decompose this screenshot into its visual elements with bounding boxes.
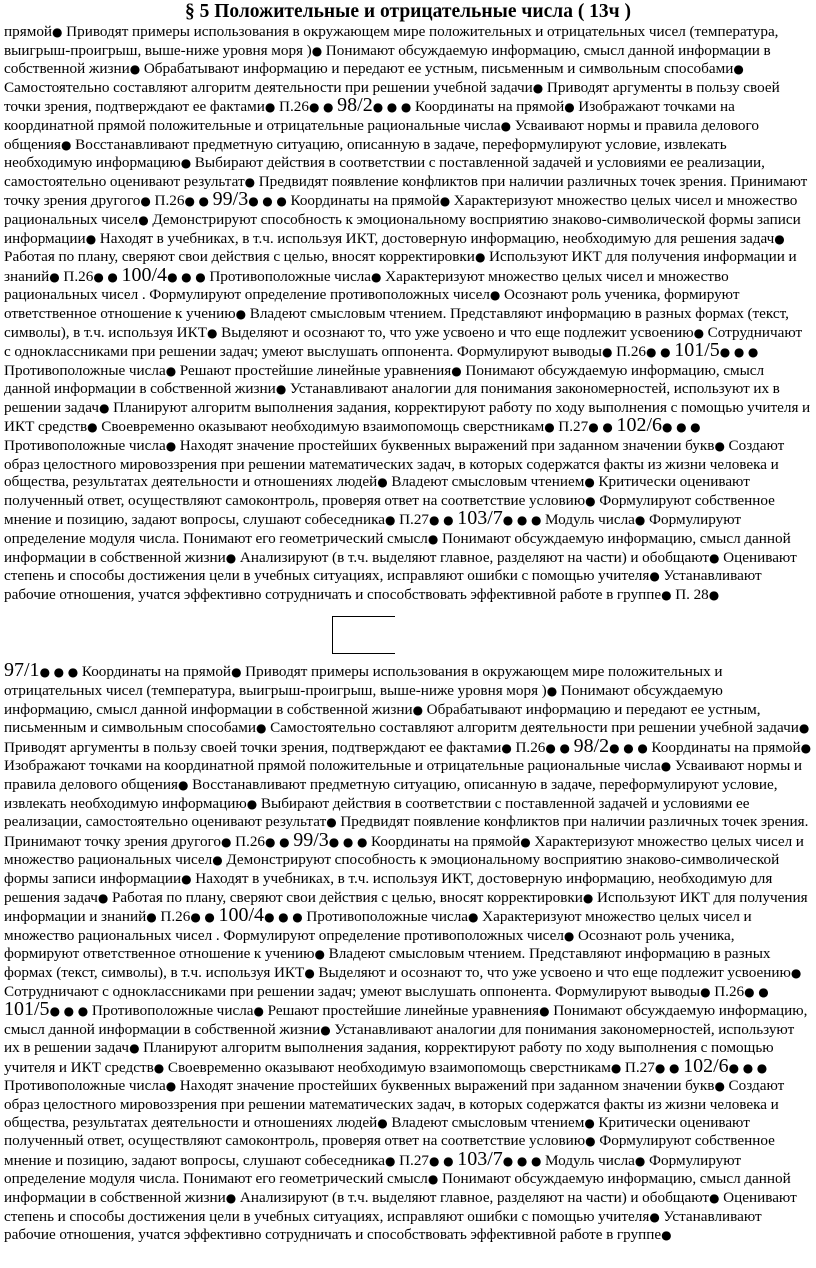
bullet-icon: ● [165, 439, 177, 454]
section-table-part-2 [4, 659, 812, 1244]
bullet-icon: ● [265, 834, 276, 849]
criterion-text: Восстанавливают предметную ситуацию, описанную в задаче, переформулируют условие, извлекать необходимую информацию [4, 135, 727, 172]
criterion-text: Понимают обсуждаемую информацию, смысл данной информации в собственной жизни [4, 361, 765, 398]
bullet-icon: ● ● ● [719, 345, 759, 360]
bullet-icon: ● [468, 910, 479, 925]
bullet-icon: ● [49, 269, 60, 284]
lesson-topic: Координаты на прямой [371, 832, 521, 850]
bullet-icon: ● [634, 1153, 646, 1168]
criterion-text: Усваивают нормы и правила делового общения [4, 757, 803, 793]
bullet-icon: ● [412, 702, 424, 717]
bullet-icon: ● [602, 420, 613, 435]
bullet-icon: ● [660, 345, 671, 360]
lesson-number: 98/2 [337, 94, 373, 117]
bullet-icon: ● [539, 1004, 550, 1019]
bullet-icon: ● [377, 475, 388, 490]
criterion-text: Используют ИКТ для получения информации и знаний [4, 248, 797, 285]
lesson-number: 99/3 [212, 188, 249, 211]
bullet-icon: ● ● ● [248, 194, 287, 209]
criterion-text: Характеризуют множество целых чисел и множество рациональных чисел [4, 192, 798, 228]
criterion-text: Владеют смысловым чтением. Представляют информацию в разных формах (текст, символы), в т.ч. используя ИКТ [4, 945, 771, 981]
bullet-icon: ● [97, 890, 109, 905]
bullet-icon: ● [323, 100, 334, 115]
lesson-topic: Противоположные числа [4, 437, 166, 455]
bullet-icon: ● [790, 965, 802, 980]
bullet-icon: ● [231, 665, 242, 680]
criterion-text: Приводят примеры использования в окружающем мире положительных и отрицательных чисел (температура, выигрыш-проигрыш, выше-ниже уровня моря ) [4, 23, 779, 59]
bullet-icon: ● [708, 587, 720, 602]
lesson-number: 102/6 [683, 1054, 729, 1077]
bullet-icon: ● [474, 250, 486, 265]
bullet-icon: ● [275, 382, 287, 397]
bullet-icon: ● [585, 1134, 596, 1149]
bullet-icon: ● [427, 1172, 439, 1187]
bullet-icon: ● [253, 1004, 264, 1019]
bullet-icon: ● [99, 400, 110, 415]
bullet-icon: ● [304, 965, 315, 980]
bullet-icon: ● [184, 194, 195, 209]
criterion-text: Устанавливают аналогии для понимания закономерностей, используют их в решении задач [4, 1020, 795, 1057]
bullet-icon: ● [709, 1191, 720, 1206]
bullet-icon: ● [384, 513, 396, 528]
bullet-icon: ● [87, 420, 98, 435]
criterion-text: Устанавливают рабочие отношения, учатся эффективно сотрудничать и способствовать эффективной работе в группе [4, 1207, 762, 1244]
bullet-icon: ● [564, 100, 575, 115]
bullet-icon: ● [800, 740, 812, 755]
bullet-icon: ● [264, 100, 276, 115]
bullet-icon: ● [733, 62, 744, 77]
bullet-icon: ● [235, 306, 247, 321]
bullet-icon: ● ● ● [264, 910, 303, 925]
criterion-text: Выделяют и осознают то, что уже усвоено и что еще подлежит усвоению [221, 323, 694, 341]
lesson-number: 102/6 [616, 414, 662, 437]
criterion-text: Демонстрируют способность к эмоциональному восприятию знаково-символической формы записи информации [4, 851, 780, 887]
bullet-icon: ● ● ● [502, 1153, 542, 1168]
bullet-icon: ● [308, 100, 320, 115]
paragraph-ref: П.26 [154, 192, 185, 210]
bullet-icon: ● [559, 740, 570, 755]
bullet-icon: ● [654, 1060, 666, 1075]
page-break-box [332, 616, 395, 654]
bullet-icon: ● [140, 194, 151, 209]
criterion-text: Работая по плану, сверяют свои действия с целью, вносят корректировки [4, 248, 475, 266]
paragraph-ref: П.26 [160, 908, 191, 926]
criterion-text: Обрабатывают информацию и передают ее устным, письменным и символьным способами [4, 700, 761, 737]
bullet-icon: ● [246, 796, 258, 811]
lesson-topic: Координаты на прямой [81, 663, 232, 681]
bullet-icon: ● [429, 513, 440, 528]
bullet-icon: ● [138, 212, 149, 227]
lesson-topic: Модуль числа [545, 1151, 635, 1169]
bullet-icon: ● [61, 137, 72, 152]
criterion-text: Осознают роль ученика, формируют ответственное отношение к учению [4, 926, 735, 963]
lesson-topic: Противоположные числа [4, 1077, 166, 1095]
bullet-icon: ● [384, 1153, 396, 1168]
lesson-topic: Противоположные числа [209, 267, 372, 285]
criterion-text: Понимают обсуждаемую информацию, смысл данной информации в собственной жизни [4, 530, 791, 566]
criterion-text: Критически оценивают полученный ответ, осуществляют самоконтроль, проверяя ответ на соответствие условию [4, 1113, 750, 1150]
criterion-text: Находят значение простейших буквенных выражений при заданном значении букв [179, 1077, 715, 1095]
lesson-number: 99/3 [293, 828, 329, 851]
criterion-text: Формулируют собственное мнение и позицию, задают вопросы, слушают собеседника [4, 491, 775, 529]
criterion-text: Осознают роль ученика, формируют ответственное отношение к учению [4, 286, 740, 322]
criterion-text: Предвидят появление конфликтов при наличии различных точек зрения. Принимают точку зрения другого [4, 813, 809, 850]
bullet-icon: ● [649, 1209, 660, 1224]
bullet-icon: ● [758, 984, 769, 999]
criterion-text: Характеризуют множество целых чисел и множество рациональных чисел . Формулируют определение противоположных чисел [4, 267, 729, 304]
lesson-number: 101/5 [4, 998, 50, 1021]
bullet-icon: ● [660, 759, 672, 774]
bullet-icon: ● [700, 984, 711, 999]
criterion-text: Понимают обсуждаемую информацию, смысл данной информации в собственной жизни [4, 1170, 791, 1207]
bullet-icon: ● [584, 1115, 595, 1130]
lesson-topic: Противоположные числа [91, 1002, 254, 1020]
lesson-number: 98/2 [573, 734, 610, 757]
bullet-icon: ● [709, 550, 720, 565]
bullet-icon: ● [198, 194, 210, 209]
paragraph-ref: П.27 [399, 511, 430, 529]
criterion-text: Предвидят появление конфликтов при наличии различных точек зрения. Принимают точку зрения другого [4, 172, 808, 210]
lesson-topic: Модуль числа [545, 511, 635, 529]
bullet-icon: ● [714, 1079, 725, 1094]
criterion-text: Демонстрируют способность к эмоциональному восприятию знаково-символической формы записи информации [4, 210, 801, 247]
bullet-icon: ● [744, 984, 755, 999]
bullet-icon: ● [563, 928, 575, 943]
bullet-icon: ● [774, 231, 785, 246]
bullet-icon: ● [582, 890, 594, 905]
paragraph-ref: П.26 [63, 267, 94, 285]
bullet-icon: ● [326, 815, 337, 830]
bullet-icon: ● [668, 1060, 680, 1075]
bullet-icon: ● [798, 721, 810, 736]
lesson-number: 101/5 [674, 339, 720, 362]
criterion-text: Выделяют и осознают то, что уже усвоено и что еще подлежит усвоению [318, 963, 791, 981]
criterion-text: Изображают точками на координатной прямой положительные и отрицательные рациональные числа [4, 98, 735, 134]
criterion-text: Работая по плану, сверяют свои действия с целью, вносят корректировки [111, 888, 583, 906]
bullet-icon: ● [588, 420, 599, 435]
criterion-text: Формулируют собственное мнение и позицию, задают вопросы, слушают собеседника [4, 1132, 775, 1169]
bullet-icon: ● [371, 269, 382, 284]
bullet-icon: ● [204, 910, 215, 925]
bullet-icon: ● ● ● [728, 1060, 768, 1075]
criterion-text: Находят значение простейших буквенных выражений при заданном значении букв [179, 437, 715, 455]
bullet-icon: ● [256, 721, 267, 736]
criterion-text: Решают простейшие линейные уравнения [179, 361, 452, 379]
bullet-icon: ● [500, 118, 512, 133]
bullet-icon: ● [153, 1060, 165, 1075]
bullet-icon: ● [244, 174, 256, 189]
bullet-icon: ● [178, 777, 189, 792]
bullet-icon: ● [320, 1022, 331, 1037]
bullet-icon: ● ● ● [662, 420, 701, 435]
bullet-icon: ● [489, 288, 501, 303]
section-table-part-1 [4, 23, 812, 604]
criterion-text: Своевременно оказывают необходимую взаимопомощь сверстникам [167, 1058, 611, 1076]
section-title: § 5 Положительные и отрицательные числа ( 13ч ) [184, 1, 632, 22]
criterion-text: Понимают обсуждаемую информацию, смысл данной информации в собственной жизни [4, 682, 723, 718]
bullet-icon: ● [52, 25, 63, 39]
bullet-icon: ● [93, 269, 104, 284]
bullet-icon: ● ● ● [328, 834, 368, 849]
lesson-topic: Координаты на прямой [651, 738, 801, 756]
lesson-topic: Противоположные числа [306, 908, 469, 926]
bullet-icon: ● [146, 910, 157, 925]
paragraph-ref: П.26 [279, 98, 309, 116]
bullet-icon: ● [501, 740, 512, 755]
bullet-icon: ● ● ● [39, 665, 79, 680]
lesson-topic: Противоположные числа [4, 361, 166, 379]
criterion-text: Характеризуют множество целых чисел и множество рациональных чисел [4, 832, 804, 869]
bullet-icon: ● [532, 80, 544, 95]
paragraph-ref: П.27 [624, 1058, 655, 1076]
criterion-text: Характеризуют множество целых чисел и множество рациональных чисел . Формулируют определение противоположных чисел [4, 908, 752, 944]
paragraph-ref: П.26 [235, 832, 266, 850]
bullet-icon: ● [646, 345, 657, 360]
bullet-icon: ● [377, 1115, 388, 1130]
lesson-number: 100/4 [121, 263, 168, 286]
criterion-text: Выбирают действия в соответствии с поставленной задачей и условиями ее реализации, самостоятельно оценивают результат [4, 154, 765, 190]
criterion-text: Приводят аргументы в пользу своей точки зрения, подтверждают ее фактами [4, 78, 780, 116]
criterion-text: Владеют смысловым чтением. Представляют информацию в разных формах (текст, символы), в т.ч. используя ИКТ [4, 304, 789, 341]
bullet-icon: ● [165, 1079, 177, 1094]
criterion-text: Критически оценивают полученный ответ, осуществляют самоконтроль, проверяя ответ на соответствие условию [4, 473, 750, 509]
bullet-icon: ● [314, 947, 325, 962]
lesson-topic: Координаты на прямой [414, 98, 565, 116]
criterion-text: Сотрудничают с одноклассниками при решении задач; умеют выслушать оппонента. Формулируют выводы [4, 323, 803, 361]
bullet-icon: ● [520, 834, 531, 849]
criterion-text: Сотрудничают с одноклассниками при решении задач; умеют выслушать оппонента. Формулируют выводы [4, 982, 701, 1000]
paragraph-ref: П.27 [558, 418, 589, 436]
bullet-icon: ● [545, 740, 556, 755]
criterion-text: Своевременно оказывают необходимую взаимопомощь сверстникам [101, 418, 545, 436]
bullet-icon: ● [649, 569, 660, 584]
bullet-icon: ● ● ● [372, 100, 412, 115]
bullet-icon: ● [546, 684, 558, 698]
bullet-icon: ● [129, 62, 141, 77]
bullet-icon: ● [181, 871, 192, 886]
criterion-text: Формулируют определение модуля числа. Понимают его геометрический смысл [4, 1151, 741, 1188]
criterion-text: Решают простейшие линейные уравнения [267, 1002, 540, 1020]
paragraph-ref-end: П. 28 [675, 585, 709, 603]
criterion-text: Устанавливают аналогии для понимания закономерностей, используют их в решении задач [4, 380, 780, 416]
criterion-text: Анализируют (в т.ч. выделяют главное, разделяют на части) и обобщают [239, 548, 710, 566]
criterion-text: Создают образ целостного мировоззрения при решении математических задач, в которых содержатся факты из жизни человека и общества, результатах деятельности и отношениях людей [4, 1077, 785, 1131]
lesson-number: 97/1 [4, 659, 40, 682]
bullet-icon: ● ● ● [502, 513, 542, 528]
criterion-text: Понимают обсуждаемую информацию, смысл данной информации в собственной жизни [4, 41, 771, 78]
bullet-icon: ● [225, 1191, 237, 1206]
criterion-text: Приводят примеры использования в окружающем мире положительных и отрицательных чисел (температура, выигрыш-проигрыш, выше-ниже уровня моря ) [4, 663, 723, 699]
criterion-text: Усваивают нормы и правила делового общения [4, 116, 759, 153]
criterion-text: Планируют алгоритм выполнения задания, корректируют работу по ходу выполнения с помощью учителя и ИКТ средств [4, 1039, 774, 1076]
bullet-icon: ● [585, 493, 596, 508]
criterion-text: Понимают обсуждаемую информацию, смысл данной информации в собственной жизни [4, 1002, 808, 1038]
criterion-text: Используют ИКТ для получения информации и знаний [4, 888, 808, 926]
bullet-icon: ● [207, 325, 218, 340]
lesson-number: 100/4 [218, 904, 265, 927]
paragraph-ref: П.26 [515, 738, 546, 756]
criterion-text: Оценивают степень и способы достижения цели в учебных ситуациях, исправляют ошибки с помощью учителя [4, 548, 797, 585]
criterion-text: Выбирают действия в соответствии с поставленной задачей и условиями ее реализации, самостоятельно оценивают результат [4, 794, 750, 831]
bullet-icon: ● [279, 834, 290, 849]
criterion-text: Планируют алгоритм выполнения задания, корректируют работу по ходу выполнения с помощью учителя и ИКТ средств [4, 398, 811, 436]
bullet-icon: ● [85, 231, 97, 246]
lesson-topic-fragment: прямой [4, 23, 53, 40]
bullet-icon: ● [225, 550, 237, 565]
paragraph-ref: П.27 [399, 1151, 430, 1169]
paragraph-ref: П.26 [616, 343, 647, 361]
bullet-icon: ● [610, 1060, 622, 1075]
bullet-icon: ● [129, 1041, 140, 1056]
criterion-text: Создают образ целостного мировоззрения при решении математических задач, в которых содержатся факты из жизни человека и общества, результатах деятельности и отношениях людей [4, 437, 785, 491]
bullet-icon: ● [439, 194, 451, 209]
criterion-text: Анализируют (в т.ч. выделяют главное, разделяют на части) и обобщают [239, 1189, 710, 1207]
bullet-icon: ● [180, 156, 192, 171]
bullet-icon: ● [443, 513, 454, 528]
bullet-icon: ● [661, 1228, 672, 1243]
criterion-text: Владеют смысловым чтением [391, 1113, 585, 1131]
bullet-icon: ● ● ● [609, 740, 648, 755]
criterion-text: Находят в учебниках, в т.ч. используя ИКТ, достоверную информацию, необходимую для решения задач [4, 869, 773, 906]
criterion-text: Изображают точками на координатной прямой положительные и отрицательные рациональные числа [4, 757, 661, 775]
bullet-icon: ● [601, 345, 613, 360]
bullet-icon: ● [165, 363, 177, 378]
criterion-text: Самостоятельно составляют алгоритм деятельности при решении учебной задачи [270, 719, 799, 737]
criterion-text: Самостоятельно составляют алгоритм деятельности при решении учебной задачи [4, 78, 533, 96]
bullet-icon: ● [714, 439, 725, 454]
bullet-icon: ● [429, 1153, 440, 1168]
bullet-icon: ● [451, 363, 462, 378]
bullet-icon: ● ● ● [49, 1004, 89, 1019]
lesson-number: 103/7 [457, 507, 503, 530]
bullet-icon: ● [443, 1153, 454, 1168]
bullet-icon: ● [693, 325, 705, 340]
bullet-icon: ● [544, 420, 555, 435]
lesson-topic: Координаты на прямой [290, 192, 440, 210]
criterion-text: Восстанавливают предметную ситуацию, описанную в задаче, переформулируют условие, извлекать необходимую информацию [4, 775, 778, 812]
bullet-icon: ● [212, 853, 223, 868]
criterion-text: Оценивают степень и способы достижения цели в учебных ситуациях, исправляют ошибки с помощью учителя [4, 1189, 797, 1225]
bullet-icon: ● [107, 269, 118, 284]
criterion-text: Находят в учебниках, в т.ч. используя ИКТ, достоверную информацию, необходимую для решения задач [99, 229, 775, 247]
bullet-icon: ● ● ● [167, 269, 206, 284]
bullet-icon: ● [220, 834, 232, 849]
criterion-text: Устанавливают рабочие отношения, учатся эффективно сотрудничать и способствовать эффективной работе в группе [4, 567, 762, 603]
criterion-text: Обрабатывают информацию и передают ее устным, письменным и символьным способами [143, 60, 734, 78]
criterion-text: Приводят аргументы в пользу своей точки зрения, подтверждают ее фактами [4, 738, 502, 756]
bullet-icon: ● [311, 43, 323, 58]
criterion-text: Формулируют определение модуля числа. Понимают его геометрический смысл [4, 511, 741, 548]
bullet-icon: ● [634, 513, 646, 528]
bullet-icon: ● [584, 475, 595, 490]
bullet-icon: ● [661, 587, 672, 602]
paragraph-ref: П.26 [714, 982, 745, 1000]
criterion-text: Владеют смысловым чтением [391, 473, 585, 491]
lesson-number: 103/7 [457, 1147, 503, 1170]
bullet-icon: ● [427, 532, 439, 547]
bullet-icon: ● [190, 910, 201, 925]
